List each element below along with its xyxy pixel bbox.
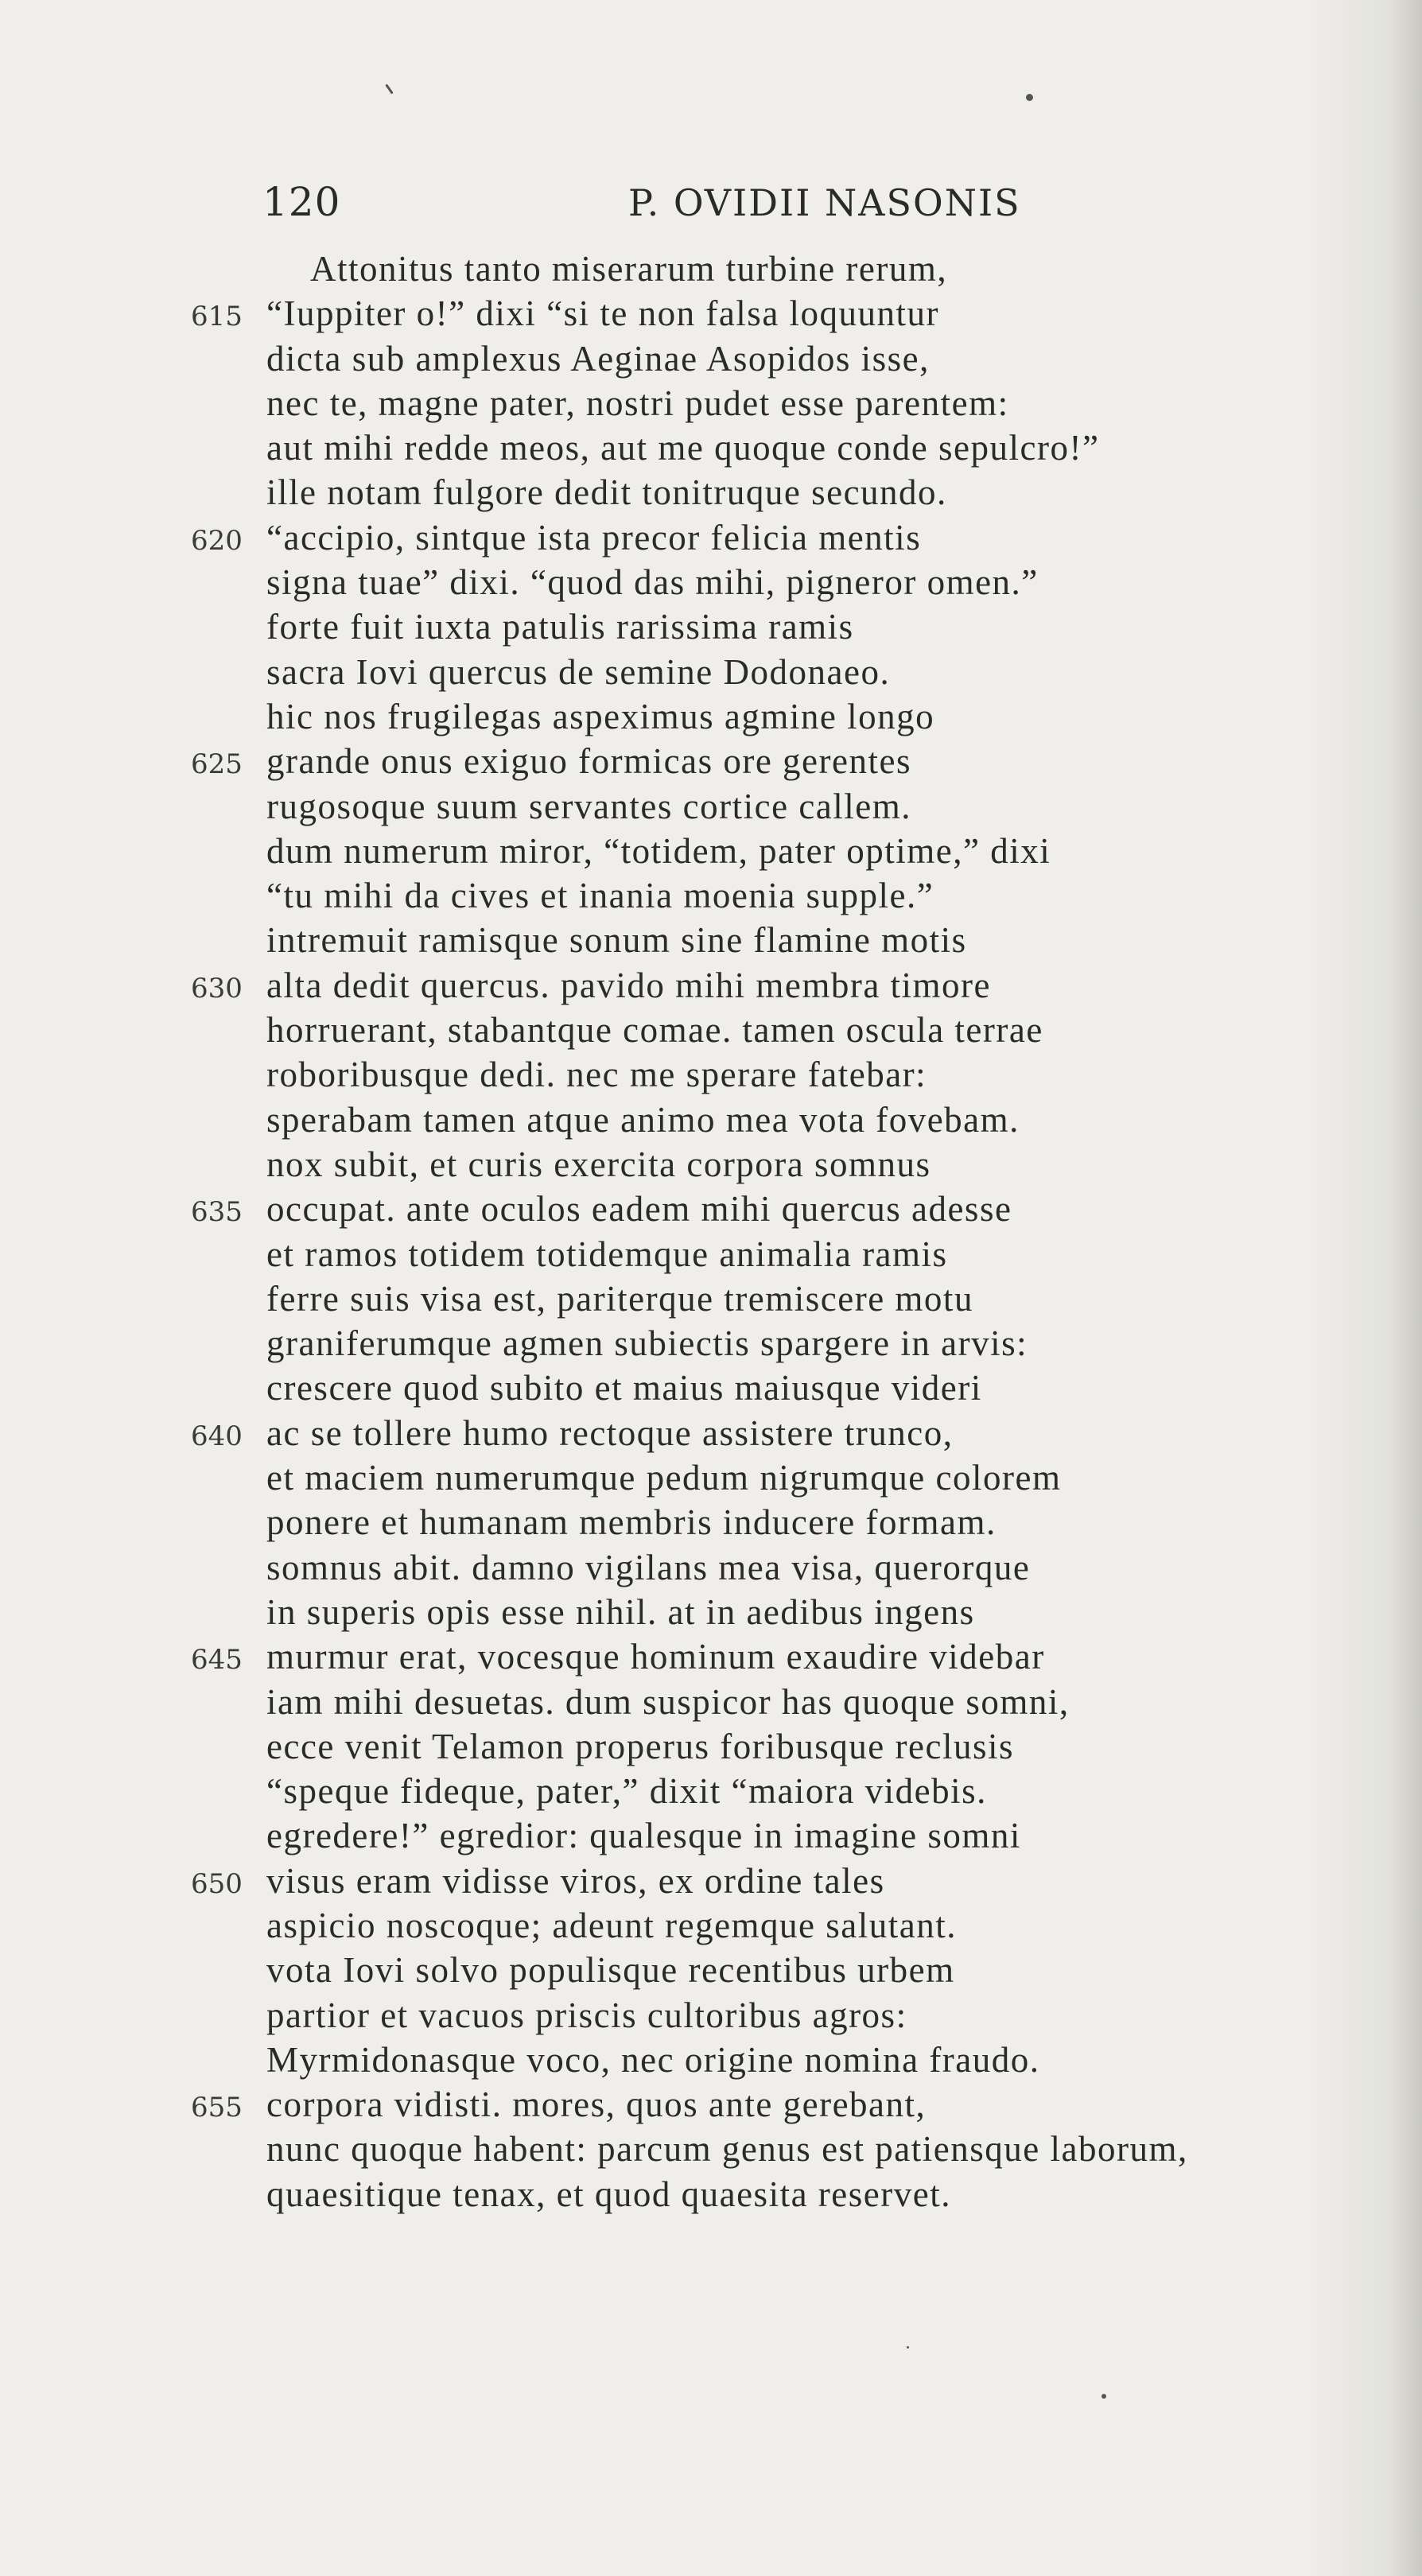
verse-text: grande onus exiguo formicas ore gerentes	[266, 741, 911, 782]
verse-line	[191, 1455, 1384, 1500]
verse-line	[191, 1590, 1384, 1634]
verse-text: nunc quoque habent: parcum genus est patiensque laborum,	[266, 2129, 1188, 2170]
verse-line	[191, 515, 1384, 560]
verse-line	[191, 784, 1384, 829]
verse-text: ferre suis visa est, pariterque tremiscere motu	[266, 1278, 973, 1319]
verse-line	[191, 247, 1384, 291]
verse-text: ecce venit Telamon properus foribusque reclusis	[266, 1726, 1014, 1766]
scan-speck	[385, 84, 393, 94]
verse-line	[191, 560, 1384, 604]
line-number: 615	[191, 301, 243, 333]
line-number: 650	[191, 1867, 243, 1900]
verse-text: et maciem numerumque pedum nigrumque colorem	[266, 1458, 1062, 1498]
verse-line	[191, 1008, 1384, 1052]
poem-text	[191, 247, 1384, 2217]
verse-text: rugosoque suum servantes cortice callem.	[266, 786, 912, 826]
verse-line	[191, 336, 1384, 381]
verse-line	[191, 1680, 1384, 1724]
verse-text: occupat. ante oculos eadem mihi quercus adesse	[266, 1189, 1012, 1230]
verse-text: iam mihi desuetas. dum suspicor has quoque somni,	[266, 1681, 1070, 1722]
verse-text: sperabam tamen atque animo mea vota fovebam.	[266, 1099, 1020, 1140]
verse-line	[191, 918, 1384, 962]
verse-line	[191, 1500, 1384, 1544]
verse-text: “tu mihi da cives et inania moenia supple.”	[266, 876, 934, 916]
verse-text: “accipio, sintque ista precor felicia mentis	[266, 517, 922, 558]
verse-line	[191, 829, 1384, 873]
page-number: 120	[262, 179, 341, 225]
verse-text: nec te, magne pater, nostri pudet esse parentem:	[266, 383, 1009, 423]
verse-text: nox subit, et curis exercita corpora somnus	[266, 1144, 931, 1184]
verse-line	[191, 2082, 1384, 2127]
verse-text: crescere quod subito et maius maiusque videri	[266, 1368, 982, 1408]
verse-text: visus eram vidisse viros, ex ordine tales	[266, 1860, 885, 1901]
verse-line	[191, 1769, 1384, 1813]
verse-text: “Iuppiter o!” dixi “si te non falsa loquuntur	[266, 293, 940, 334]
verse-line	[191, 1187, 1384, 1231]
verse-text: vota Iovi solvo populisque recentibus urbem	[266, 1950, 955, 1991]
verse-line	[191, 604, 1384, 649]
verse-text: sacra Iovi quercus de semine Dodonaeo.	[266, 651, 891, 692]
verse-text: dum numerum miror, “totidem, pater optime,” dixi	[266, 830, 1051, 871]
verse-line	[191, 1321, 1384, 1366]
verse-text: quaesitique tenax, et quod quaesita reservet.	[266, 2174, 951, 2214]
verse-text: aut mihi redde meos, aut me quoque conde sepulcro!”	[266, 428, 1100, 468]
verse-text: Myrmidonasque voco, nec origine nomina fraudo.	[266, 2039, 1040, 2080]
line-number: 655	[191, 2092, 243, 2124]
verse-text: ac se tollere humo rectoque assistere trunco,	[266, 1412, 954, 1453]
verse-text: alta dedit quercus. pavido mihi membra timore	[266, 965, 992, 1005]
verse-line	[191, 739, 1384, 783]
scan-speck	[907, 2346, 909, 2349]
verse-text: murmur erat, vocesque hominum exaudire videbar	[266, 1637, 1045, 1677]
verse-text: aspicio noscoque; adeunt regemque salutant.	[266, 1905, 957, 1945]
verse-line	[191, 1411, 1384, 1455]
line-number: 625	[191, 748, 243, 781]
verse-text: horruerant, stabantque comae. tamen oscula terrae	[266, 1010, 1043, 1051]
verse-line	[191, 1052, 1384, 1097]
running-title: P. OVIDII NASONIS	[628, 181, 1021, 224]
verse-line	[191, 1366, 1384, 1410]
verse-line	[191, 1232, 1384, 1276]
verse-line	[191, 1142, 1384, 1187]
verse-line	[191, 873, 1384, 918]
verse-text: forte fuit iuxta patulis rarissima ramis	[266, 607, 854, 647]
line-number: 630	[191, 972, 243, 1004]
verse-text: ponere et humanam membris inducere formam.	[266, 1502, 997, 1543]
verse-line	[191, 2127, 1384, 2171]
verse-text: ille notam fulgore dedit tonitruque secundo.	[266, 472, 947, 513]
verse-line	[191, 1098, 1384, 1142]
verse-line	[191, 694, 1384, 739]
line-number: 635	[191, 1196, 243, 1229]
verse-line	[191, 1276, 1384, 1321]
verse-text: dicta sub amplexus Aeginae Asopidos isse,	[266, 338, 930, 379]
verse-line	[191, 650, 1384, 694]
verse-line	[191, 1948, 1384, 1992]
verse-text: signa tuae” dixi. “quod das mihi, pigneror omen.”	[266, 562, 1039, 603]
verse-text: et ramos totidem totidemque animalia ramis	[266, 1234, 948, 1274]
page-header	[262, 179, 1058, 235]
verse-line	[191, 1545, 1384, 1590]
line-number: 645	[191, 1644, 243, 1677]
verse-line	[191, 470, 1384, 515]
verse-text: “speque fideque, pater,” dixit “maiora videbis.	[266, 1771, 987, 1812]
verse-line	[191, 381, 1384, 425]
page-edge-shadow	[1390, 0, 1422, 2576]
verse-line	[191, 2172, 1384, 2217]
line-number: 620	[191, 524, 243, 557]
verse-text: hic nos frugilegas aspeximus agmine longo	[266, 696, 935, 736]
verse-line	[191, 2038, 1384, 2082]
verse-text: egredere!” egredior: qualesque in imagine somni	[266, 1816, 1021, 1856]
verse-text: partior et vacuos priscis cultoribus agros:	[266, 1995, 907, 2035]
verse-text: in superis opis esse nihil. at in aedibus ingens	[266, 1591, 975, 1632]
verse-text: somnus abit. damno vigilans mea visa, querorque	[266, 1547, 1031, 1587]
verse-line	[191, 1993, 1384, 2038]
verse-line	[191, 1903, 1384, 1948]
verse-line	[191, 1724, 1384, 1769]
scan-speck	[1101, 2394, 1106, 2399]
verse-text: corpora vidisti. mores, quos ante gerebant,	[266, 2085, 927, 2125]
verse-line	[191, 1859, 1384, 1903]
verse-line	[191, 425, 1384, 470]
scan-speck	[1026, 94, 1033, 101]
verse-line	[191, 963, 1384, 1008]
line-number: 640	[191, 1420, 243, 1452]
verse-text: roboribusque dedi. nec me sperare fatebar:	[266, 1055, 927, 1095]
verse-line	[191, 1813, 1384, 1858]
verse-text: intremuit ramisque sonum sine flamine motis	[266, 920, 967, 961]
verse-line	[191, 291, 1384, 336]
verse-line	[191, 1634, 1384, 1679]
verse-text: graniferumque agmen subiectis spargere in arvis:	[266, 1323, 1028, 1364]
verse-text: Attonitus tanto miserarum turbine rerum,	[310, 249, 948, 289]
